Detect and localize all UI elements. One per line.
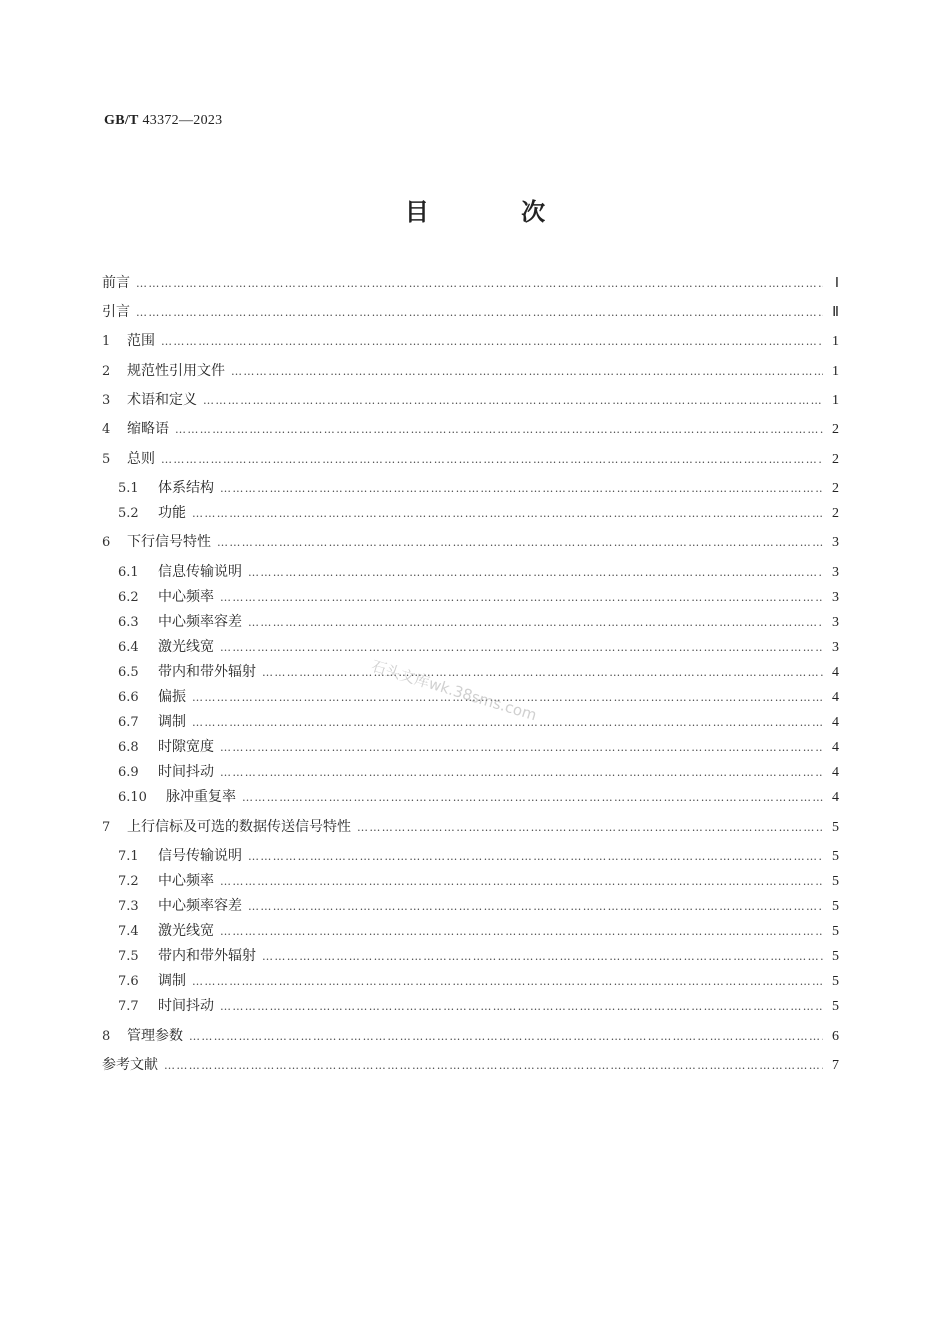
toc-entry-number: 7.7: [118, 999, 139, 1014]
toc-entry-page: Ⅰ: [834, 276, 839, 291]
toc-leader-dots: [217, 532, 823, 554]
standard-code-number: 43372—2023: [142, 113, 223, 128]
toc-entry[interactable]: [102, 870, 839, 892]
toc-entry[interactable]: [102, 636, 839, 658]
toc-entry-number: 5.2: [118, 506, 139, 521]
toc-entry-label: 中心频率: [158, 873, 214, 889]
watermark: 石头文库wk.38sms.com: [369, 656, 539, 725]
toc-entry-number: 6.1: [118, 565, 139, 580]
standard-code-prefix: GB/T: [104, 113, 139, 128]
toc-entry-number: 1: [102, 334, 111, 349]
toc-entry-page: 1: [832, 364, 839, 379]
toc-entry-number: 7.5: [118, 949, 139, 964]
toc-entry-label: 下行信号特性: [127, 534, 211, 550]
toc-entry-label: 参考文献: [102, 1057, 158, 1073]
toc-entry-number: 5.1: [118, 481, 139, 496]
toc-entry-number: 6.2: [118, 590, 139, 605]
toc-entry-page: Ⅱ: [832, 305, 839, 320]
toc-entry[interactable]: [102, 736, 839, 758]
toc-entry-number: 6.9: [118, 765, 139, 780]
toc-entry-number: 6: [102, 535, 111, 550]
toc-entry-label: 时间抖动: [158, 998, 214, 1014]
toc-entry[interactable]: [102, 761, 839, 783]
toc-entry-page: 5: [832, 949, 839, 964]
toc-entry-label: 规范性引用文件: [127, 363, 225, 379]
toc-entry[interactable]: [102, 561, 839, 583]
toc-leader-dots: [161, 331, 823, 353]
toc-entry[interactable]: [102, 970, 839, 992]
toc-entry-page: 3: [832, 590, 839, 605]
toc-entry-label: 调制: [158, 973, 186, 989]
toc-entry-label: 激光线宽: [158, 639, 214, 655]
toc-entry-label: 总则: [127, 451, 155, 467]
toc-entry[interactable]: [102, 920, 839, 942]
toc-entry-number: 6.8: [118, 740, 139, 755]
toc-entry-label: 时隙宽度: [158, 739, 214, 755]
toc-entry[interactable]: [102, 502, 839, 524]
toc-entry-page: 4: [832, 665, 839, 680]
toc-entry[interactable]: [102, 301, 839, 323]
toc-leader-dots: [248, 896, 823, 918]
toc-entry-label: 激光线宽: [158, 923, 214, 939]
toc-leader-dots: [192, 971, 823, 993]
toc-entry-page: 2: [832, 452, 839, 467]
toc-entry-label: 信号传输说明: [158, 848, 242, 864]
toc-entry-label: 上行信标及可选的数据传送信号特性: [127, 819, 351, 835]
toc-entry-number: 7: [102, 820, 111, 835]
toc-entry-label: 调制: [158, 714, 186, 730]
toc-entry-page: 4: [832, 790, 839, 805]
toc-entry-page: 5: [832, 974, 839, 989]
toc-entry[interactable]: [102, 786, 839, 808]
toc-leader-dots: [164, 1055, 823, 1077]
toc-entry[interactable]: [102, 477, 839, 499]
toc-entry[interactable]: [102, 816, 839, 838]
toc-leader-dots: [248, 846, 823, 868]
toc-leader-dots: [231, 361, 823, 383]
toc-entry[interactable]: [102, 418, 839, 440]
toc-entry-number: 6.3: [118, 615, 139, 630]
toc-entry-label: 脉冲重复率: [166, 789, 236, 805]
toc-leader-dots: [262, 662, 823, 684]
toc-leader-dots: [189, 1026, 823, 1048]
toc-entry-number: 7.6: [118, 974, 139, 989]
toc-leader-dots: [357, 817, 823, 839]
toc-entry-number: 4: [102, 422, 111, 437]
toc-entry-number: 7.2: [118, 874, 139, 889]
toc-entry-page: 2: [832, 422, 839, 437]
toc-entry-page: 5: [832, 899, 839, 914]
toc-leader-dots: [220, 737, 823, 759]
toc-entry-label: 引言: [102, 304, 130, 320]
toc-entry-label: 中心频率: [158, 589, 214, 605]
toc-leader-dots: [220, 637, 823, 659]
toc-entry[interactable]: [102, 586, 839, 608]
toc-entry-number: 6.6: [118, 690, 139, 705]
toc-entry-page: 2: [832, 506, 839, 521]
toc-entry-page: 4: [832, 690, 839, 705]
toc-leader-dots: [136, 273, 823, 295]
toc-entry-label: 带内和带外辐射: [158, 948, 256, 964]
toc-leader-dots: [203, 390, 823, 412]
toc-entry-page: 5: [832, 820, 839, 835]
standard-code: [104, 113, 222, 129]
toc-entry-number: 6.4: [118, 640, 139, 655]
toc-entry-page: 1: [832, 334, 839, 349]
toc-leader-dots: [242, 787, 823, 809]
toc-entry[interactable]: [102, 945, 839, 967]
toc-entry-page: 3: [832, 565, 839, 580]
toc-entry-label: 带内和带外辐射: [158, 664, 256, 680]
toc-entry-number: 7.1: [118, 849, 139, 864]
toc-entry-page: 7: [832, 1058, 839, 1073]
page-title: 目 次: [404, 197, 588, 226]
toc-entry[interactable]: [102, 611, 839, 633]
toc-leader-dots: [175, 419, 823, 441]
toc-entry-label: 缩略语: [127, 421, 169, 437]
toc-entry-number: 6.10: [118, 790, 147, 805]
toc-leader-dots: [192, 503, 823, 525]
toc-entry[interactable]: [102, 1025, 839, 1047]
toc-entry-label: 中心频率容差: [158, 614, 242, 630]
toc-entry-page: 5: [832, 849, 839, 864]
toc-entry-number: 6.5: [118, 665, 139, 680]
toc-entry-page: 3: [832, 640, 839, 655]
toc-entry[interactable]: [102, 995, 839, 1017]
toc-leader-dots: [220, 921, 823, 943]
toc-entry-page: 4: [832, 740, 839, 755]
toc-entry-number: 2: [102, 364, 111, 379]
toc-entry[interactable]: [102, 1054, 839, 1076]
toc-entry[interactable]: [102, 711, 839, 733]
toc-entry[interactable]: [102, 531, 839, 553]
toc-entry[interactable]: [102, 448, 839, 470]
toc-leader-dots: [220, 762, 823, 784]
toc-entry-number: 3: [102, 393, 111, 408]
toc-leader-dots: [220, 871, 823, 893]
toc-entry-label: 功能: [158, 505, 186, 521]
toc-leader-dots: [220, 996, 823, 1018]
toc-entry-label: 范围: [127, 333, 155, 349]
toc-entry-number: 5: [102, 452, 111, 467]
toc-entry-label: 术语和定义: [127, 392, 197, 408]
toc-entry-page: 6: [832, 1029, 839, 1044]
toc-entry-number: 7.4: [118, 924, 139, 939]
toc-entry-label: 偏振: [158, 689, 186, 705]
toc-leader-dots: [220, 587, 823, 609]
toc-entry[interactable]: [102, 895, 839, 917]
toc-leader-dots: [220, 478, 823, 500]
toc-entry-page: 2: [832, 481, 839, 496]
toc-leader-dots: [248, 562, 823, 584]
toc-entry[interactable]: [102, 845, 839, 867]
toc-entry-page: 3: [832, 615, 839, 630]
toc-entry-page: 1: [832, 393, 839, 408]
toc-entry[interactable]: [102, 272, 839, 294]
toc-entry-page: 5: [832, 999, 839, 1014]
toc-entry-page: 3: [832, 535, 839, 550]
toc-leader-dots: [248, 612, 823, 634]
toc-entry-label: 管理参数: [127, 1028, 183, 1044]
toc-entry-page: 5: [832, 924, 839, 939]
toc-entry-number: 8: [102, 1029, 111, 1044]
toc-entry[interactable]: [102, 661, 839, 683]
toc-leader-dots: [262, 946, 823, 968]
toc-entry-label: 中心频率容差: [158, 898, 242, 914]
toc-leader-dots: [136, 302, 823, 324]
toc-entry-page: 4: [832, 765, 839, 780]
toc-entry-label: 前言: [102, 275, 130, 291]
toc-leader-dots: [161, 449, 823, 471]
toc-entry-label: 体系结构: [158, 480, 214, 496]
toc-entry[interactable]: [102, 389, 839, 411]
toc-entry-page: 5: [832, 874, 839, 889]
toc-entry-label: 时间抖动: [158, 764, 214, 780]
toc-entry-number: 7.3: [118, 899, 139, 914]
toc-entry-number: 6.7: [118, 715, 139, 730]
toc-entry[interactable]: [102, 360, 839, 382]
toc-entry-page: 4: [832, 715, 839, 730]
toc-entry[interactable]: [102, 330, 839, 352]
toc-entry-label: 信息传输说明: [158, 564, 242, 580]
